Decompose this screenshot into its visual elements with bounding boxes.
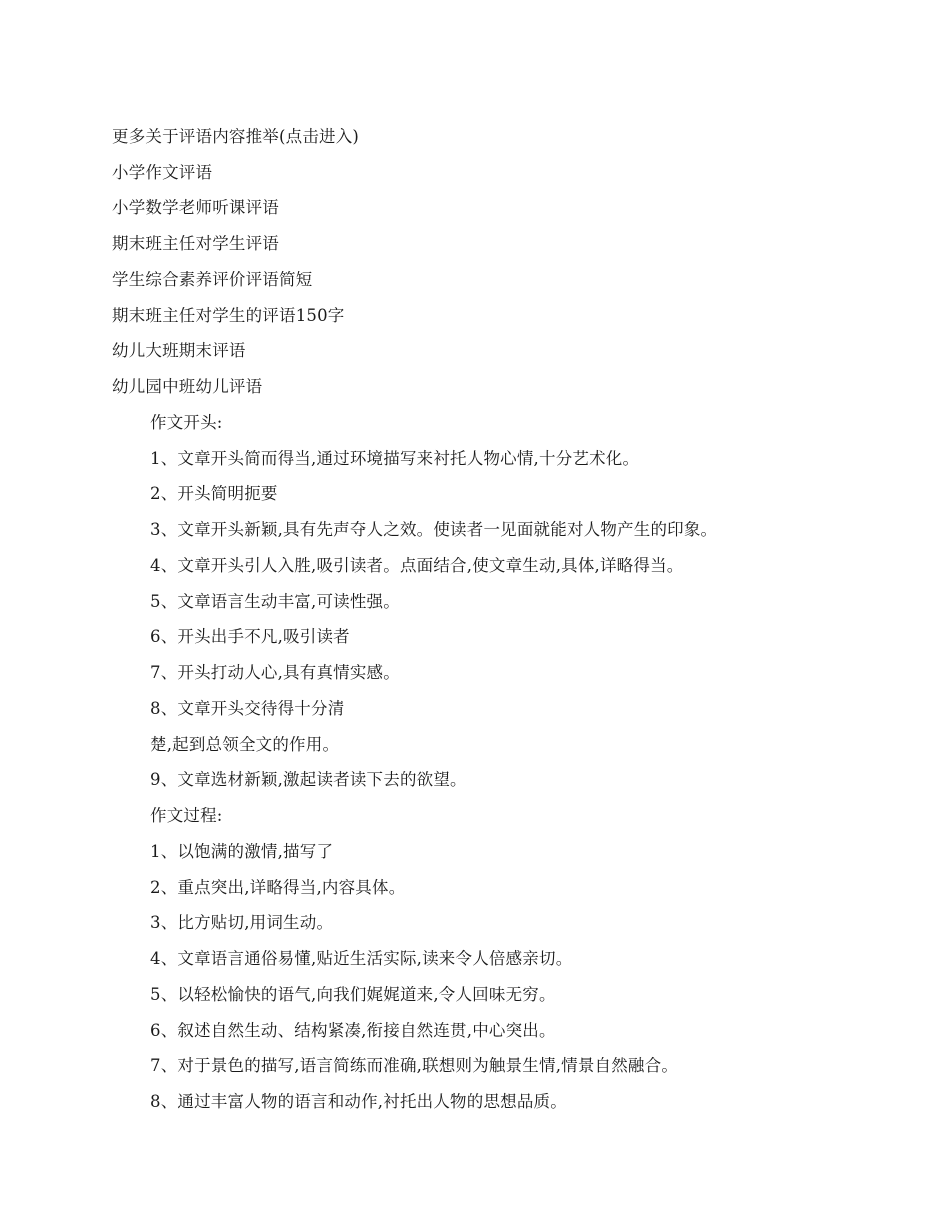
list-item: 1、文章开头简而得当,通过环境描写来衬托人物心情,十分艺术化。 (150, 449, 640, 468)
list-item: 4、文章开头引人入胜,吸引读者。点面结合,使文章生动,具体,详略得当。 (150, 556, 684, 575)
list-item: 6、开头出手不凡,吸引读者 (150, 627, 350, 646)
list-item: 5、文章语言生动丰富,可读性强。 (150, 592, 400, 611)
list-item: 7、开头打动人心,具有真情实感。 (150, 663, 400, 682)
list-item: 7、对于景色的描写,语言简练而准确,联想则为触景生情,情景自然融合。 (150, 1056, 679, 1075)
related-link[interactable]: 幼儿园中班幼儿评语 (112, 377, 263, 396)
list-item: 2、开头简明扼要 (150, 484, 278, 503)
list-item: 9、文章选材新颖,激起读者读下去的欲望。 (150, 770, 467, 789)
list-item: 3、比方贴切,用词生动。 (150, 913, 334, 932)
list-item: 4、文章语言通俗易懂,贴近生活实际,读来令人倍感亲切。 (150, 949, 573, 968)
related-link[interactable]: 期末班主任对学生评语 (112, 234, 279, 253)
related-link[interactable]: 小学作文评语 (112, 163, 213, 182)
related-link[interactable]: 小学数学老师听课评语 (112, 198, 279, 217)
related-link[interactable]: 学生综合素养评价评语简短 (112, 270, 313, 289)
list-item: 2、重点突出,详略得当,内容具体。 (150, 878, 406, 897)
list-item: 1、以饱满的激情,描写了 (150, 842, 334, 861)
section-heading-process: 作文过程: (150, 806, 223, 825)
related-link[interactable]: 幼儿大班期末评语 (112, 341, 246, 360)
list-item: 6、叙述自然生动、结构紧凑,衔接自然连贯,中心突出。 (150, 1021, 556, 1040)
related-links-header: 更多关于评语内容推举(点击进入) (112, 127, 360, 146)
list-item: 8、通过丰富人物的语言和动作,衬托出人物的思想品质。 (150, 1092, 567, 1111)
list-item: 5、以轻松愉快的语气,向我们娓娓道来,令人回味无穷。 (150, 985, 556, 1004)
related-link[interactable]: 期末班主任对学生的评语150字 (112, 306, 345, 325)
section-heading-opening: 作文开头: (150, 413, 223, 432)
list-item: 8、文章开头交待得十分清 (150, 699, 345, 718)
list-item-continuation: 楚,起到总领全文的作用。 (150, 735, 340, 754)
list-item: 3、文章开头新颖,具有先声夺人之效。使读者一见面就能对人物产生的印象。 (150, 520, 718, 539)
